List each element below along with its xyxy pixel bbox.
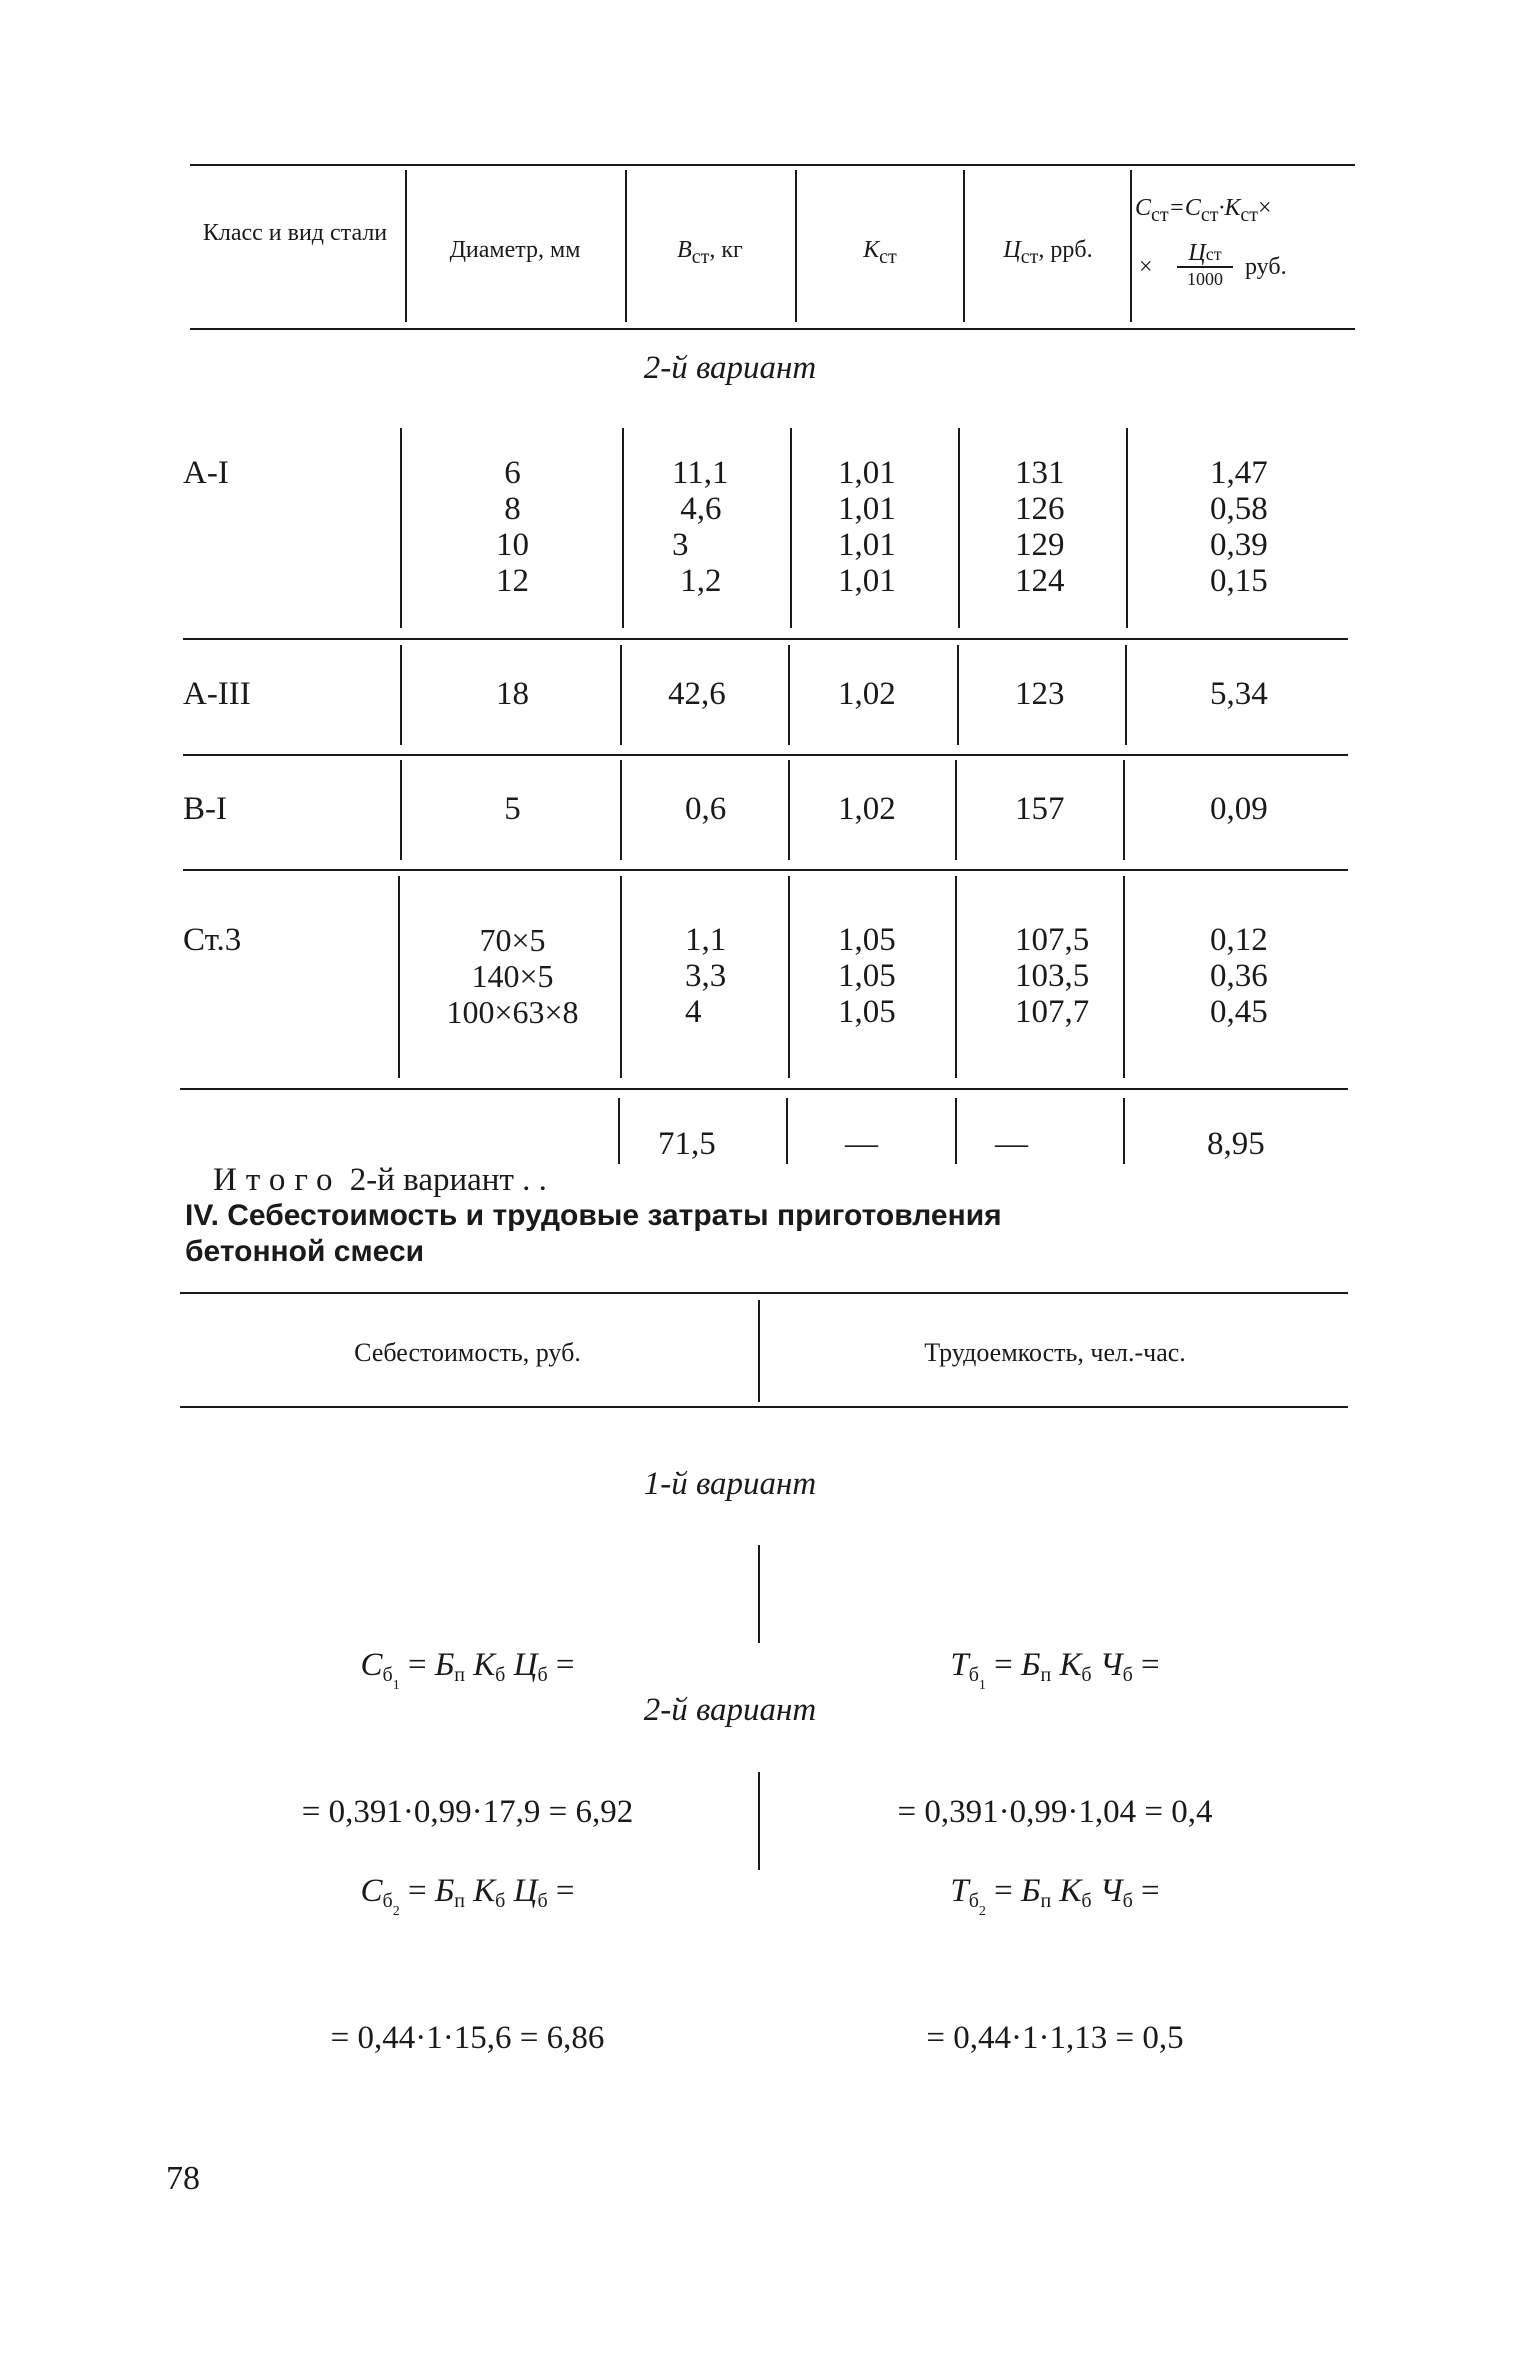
formula-cost-v2: $С_{б_2} = Б_п$ $К_б$ $Ц_б$ = = 0,44·1·15,6 = 6,86 [330, 1873, 605, 2056]
page-number: 78 [166, 2160, 200, 2197]
header-cost-formula: $С_{ст}=С_{ст}\cdot К_{ст}\times$ × Цст 1000 руб. [1135, 195, 1287, 289]
row-cost: 0,12 0,36 0,45 [1210, 922, 1268, 1030]
row-price: 107,5 103,5 107,7 [1015, 922, 1090, 1030]
row-price: 131 126 129 124 [1015, 455, 1065, 599]
row-cost: 0,09 [1210, 791, 1268, 827]
section-heading-line1: IV. Себестоимость и трудовые затраты приготовления [185, 1199, 1002, 1232]
total-label: Итого 2-й вариант . . [213, 1162, 547, 1198]
formula-cost-v1: $С_{б_1} = Б_п$ $К_б$ $Ц_б$ = = 0,391·0,99·17,9 = 6,92 [301, 1647, 634, 1830]
table-top-rule [190, 164, 1355, 166]
row-diameter: 18 [496, 676, 529, 712]
row-price: 123 [1015, 676, 1065, 712]
row-cost: 5,34 [1210, 676, 1268, 712]
header-diameter: Диаметр, мм [449, 237, 581, 263]
row-class: А-III [183, 676, 251, 712]
header-class: Класс и вид стали [202, 220, 388, 246]
row-coef: 1,02 [838, 791, 896, 827]
row-coef: 1,02 [838, 676, 896, 712]
row-diameter: 70×5 140×5 100×63×8 [446, 922, 579, 1030]
table-header-rule [190, 328, 1355, 330]
variant2-label: 2-й вариант [643, 1692, 817, 1728]
total-weight: 71,5 [658, 1126, 716, 1162]
total-coef: — [845, 1126, 878, 1162]
header-labor: Трудоемкость, чел.-час. [924, 1338, 1186, 1367]
header-cost: Себестоимость, руб. [354, 1338, 581, 1367]
total-price: — [995, 1126, 1028, 1162]
row-weight: 11,1 4,6 3 1,2 [672, 455, 729, 599]
row-class: Ст.3 [183, 922, 242, 958]
formula-labor-v2: $Т_{б_2} = Б_п$ $К_б$ $Ч_б$ = = 0,44·1·1,13 = 0,5 [926, 1873, 1184, 2056]
section-heading-line2: бетонной смеси [185, 1235, 425, 1268]
row-cost: 1,47 0,58 0,39 0,15 [1210, 455, 1268, 599]
variant-label: 2-й вариант [643, 350, 817, 386]
row-class: А-I [183, 455, 229, 491]
row-weight: 42,6 [668, 676, 726, 712]
row-coef: 1,05 1,05 1,05 [838, 922, 896, 1030]
total-cost: 8,95 [1207, 1126, 1265, 1162]
variant1-label: 1-й вариант [643, 1466, 817, 1502]
row-price: 157 [1015, 791, 1065, 827]
row-weight: 1,1 3,3 4 [685, 922, 727, 1030]
header-price: $Ц_{ст}$, ррб. [1003, 237, 1093, 268]
header-weight: $В_{ст}$, кг [677, 237, 743, 268]
header-coef: $К_{ст}$ [863, 237, 897, 268]
formula-labor-v1: $Т_{б_1} = Б_п$ $К_б$ $Ч_б$ = = 0,391·0,99·1,04 = 0,4 [897, 1647, 1213, 1830]
row-class: В-I [183, 791, 227, 827]
row-coef: 1,01 1,01 1,01 1,01 [838, 455, 896, 599]
row-diameter: 6 8 10 12 [496, 455, 529, 599]
row-weight: 0,6 [685, 791, 727, 827]
row-diameter: 5 [504, 791, 521, 827]
